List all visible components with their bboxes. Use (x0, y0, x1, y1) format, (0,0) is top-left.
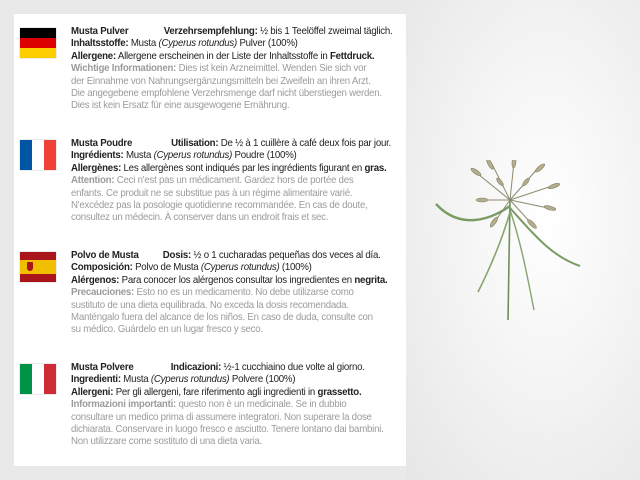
info-line: dichiarata. Conservare in luogo fresco e asciutto. Tenere lontano dai bambini. (71, 424, 384, 436)
product-name: Musta Polvere (71, 362, 134, 373)
info-line: consultez un médecin. À conserver dans un endroit frais et sec. (71, 212, 329, 224)
usage-label: Utilisation: (171, 138, 219, 149)
usage-text: ½-1 cucchiaino due volte al giorno. (223, 362, 365, 373)
info-line: Non utilizzare come sostituto di una dieta varia. (71, 436, 263, 448)
allergens-text: Per gli allergeni, fare riferimento agli ingredienti in (115, 386, 318, 398)
allergens-bold: negrita. (354, 274, 388, 286)
info-line: der Einnahme von Nahrungsergänzungsmitteln bei Zweifeln an ihren Arzt. (71, 75, 371, 87)
spanish-flag-icon (20, 252, 56, 282)
italian-flag-icon (20, 364, 56, 394)
allergens-bold: Fettdruck. (329, 50, 375, 62)
ingredients-label: Inhaltsstoffe: (71, 38, 129, 50)
ingredients-label: Ingrédients: (71, 150, 124, 162)
usage-text: ½ o 1 cucharadas pequeñas dos veces al día. (193, 250, 381, 261)
ingredients-text-end: Polvere (100%) (229, 374, 296, 386)
ingredients-text: Musta (125, 150, 154, 162)
allergens-label: Allergeni: (71, 386, 114, 398)
ingredients-text: Polvo de Musta (135, 262, 201, 274)
allergens-label: Allergènes: (71, 162, 122, 174)
french-flag-icon (20, 140, 56, 170)
info-line: consultare un medico prima di assumere integratori. Non superare la dose (71, 411, 372, 423)
usage-label: Dosis: (162, 250, 191, 261)
info-line: enfants. Ce produit ne se substitue pas à un régime alimentaire varié. (71, 187, 353, 199)
latin-name: (Cyperus rotundus) (150, 374, 230, 386)
latin-name: (Cyperus rotundus) (153, 150, 233, 162)
cyperus-rotundus-plant-icon (430, 160, 590, 330)
info-line: Die angegebene empfohlene Verzehrsmenge darf nicht überstiegen werden. (71, 88, 382, 100)
allergens-text: Allergene erscheinen in der Liste der Inhaltsstoffe in (117, 50, 330, 62)
ingredients-text-end: Poudre (100%) (232, 150, 297, 162)
info-line: su médico. Guárdelo en un lugar fresco y seco. (71, 324, 263, 336)
info-label: Wichtige Informationen: (71, 63, 177, 75)
section-text (71, 138, 392, 225)
allergens-bold: gras. (364, 162, 387, 174)
latin-name: (Cyperus rotundus) (158, 38, 238, 50)
info-line: Dies ist kein Arzneimittel. Wenden Sie sich vor (178, 63, 367, 75)
latin-name: (Cyperus rotundus) (200, 262, 280, 274)
ingredients-label: Composición: (71, 262, 133, 274)
section-text (71, 26, 393, 113)
info-line: questo non è un medicinale. Se in dubbio (178, 399, 347, 411)
info-label: Informazioni importanti: (71, 399, 177, 411)
ingredients-text-end: Pulver (100%) (237, 38, 298, 50)
usage-text: De ½ à 1 cuillère à café deux fois par jour. (220, 138, 392, 149)
ingredients-label: Ingredienti: (71, 374, 121, 386)
usage-label: Verzehrsempfehlung: (163, 26, 258, 37)
info-line: sustituto de una dieta equilibrada. No exceda la dosis recomendada. (71, 299, 349, 311)
allergens-text: Para conocer los alérgenos consultar los ingredientes en (121, 274, 355, 286)
info-label: Precauciones: (71, 287, 135, 299)
usage-text: ½ bis 1 Teelöffel zweimal täglich. (260, 26, 393, 37)
usage-label: Indicazioni: (170, 362, 222, 373)
section-text (71, 362, 382, 449)
product-name: Polvo de Musta (71, 250, 139, 261)
info-line: Manténgalo fuera del alcance de los niños. En caso de duda, consulte con (71, 312, 373, 324)
allergens-label: Allergene: (71, 50, 116, 62)
product-name: Musta Poudre (71, 138, 133, 149)
product-name: Musta Pulver (71, 26, 129, 37)
ingredients-text: Musta (130, 38, 159, 50)
allergens-bold: grassetto. (317, 386, 362, 398)
allergens-text: Les allergènes sont indiqués par les ingrédients figurant en (123, 162, 365, 174)
section-text (71, 250, 388, 337)
german-flag-icon (20, 28, 56, 58)
info-label: Attention: (71, 175, 115, 187)
info-line: Dies ist kein Ersatz für eine ausgewogene Ernährung. (71, 100, 290, 112)
allergens-label: Alérgenos: (71, 274, 120, 286)
coat-of-arms-icon (27, 262, 33, 271)
info-line: Esto no es un medicamento. No debe utilizarse como (136, 287, 354, 299)
ingredients-text-end: (100%) (279, 262, 312, 274)
ingredients-text: Musta (123, 374, 151, 386)
info-line: Ceci n'est pas un médicament. Gardez hors de portée des (116, 175, 354, 187)
info-line: N'excédez pas la posologie quotidienne recommandée. En cas de doute, (71, 200, 368, 212)
